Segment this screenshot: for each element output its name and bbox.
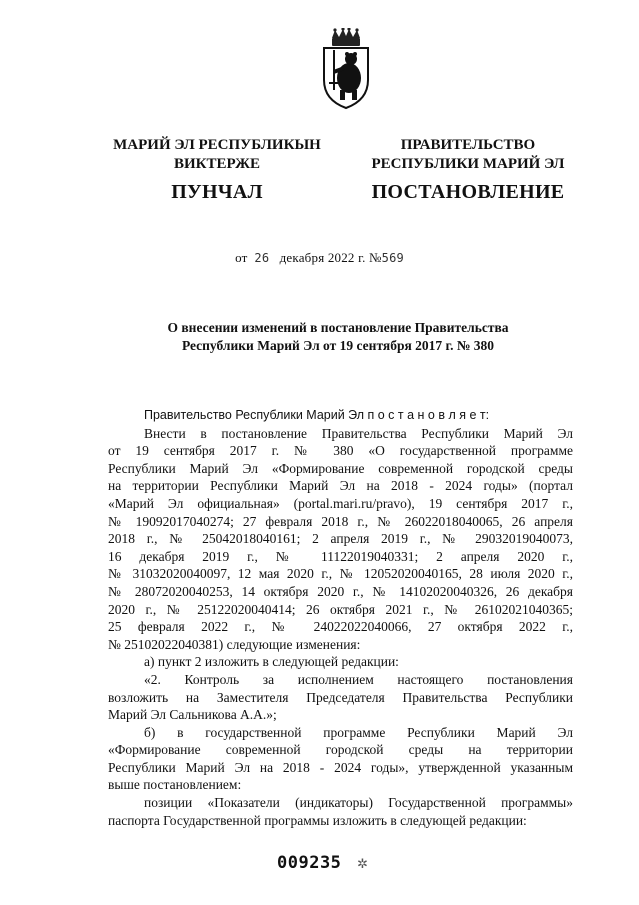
body-line: № 31032020040097, 12 мая 2020 г., № 12052020040165, 28 июля 2020 г., [108,566,573,582]
body-line: Внести в постановление Правительства Республики Марий Эл [144,425,573,441]
header-left-title: ПУНЧАЛ [171,181,263,203]
decree-body [108,407,573,829]
body-line: «Марий Эл официальная» (portal.mari.ru/pravo), 19 сентября 2017 г., [108,495,573,511]
header-left-line2: ВИКТЕРЖЕ [173,156,261,172]
body-line: позиции «Показатели (индикаторы) Государственной программы» [144,795,573,811]
header-right-line2: РЕСПУБЛИКИ МАРИЙ ЭЛ [371,156,565,172]
date-prefix: от [235,250,248,265]
body-line: а) пункт 2 изложить в следующей редакции: [144,654,399,670]
body-line: 2020 г., № 25122020040414; 26 октября 2021 г., № 26102021040365; [108,601,573,617]
decree-subject [100,319,576,355]
body-line: паспорта Государственной программы изложить в следующей редакции: [108,812,527,828]
body-line: выше постановлением: [108,777,242,793]
decree-date-line [0,250,639,266]
body-line: № 25102022040381) следующие изменения: [108,636,361,652]
body-line: Республики Марий Эл на 2018 - 2024 годы», утвержденной указанным [108,759,573,775]
serial-mark-icon: ✲ [357,856,368,871]
date-month-year: декабря 2022 г. № [279,250,382,265]
body-line: на территории Республики Марий Эл на 2018 - 2024 годы» (портал [108,478,573,494]
body-line: Марий Эл Сальникова А.А.»; [108,707,277,723]
body-line: «Формирование современной городской среды на территории [108,742,573,758]
body-line: 2018 г., № 25042018040161; 2 апреля 2019 г., № 29032019040073, [108,531,573,547]
body-line: 25 февраля 2022 г., № 24022022040066, 27 октября 2022 г., [108,619,573,635]
body-line: «2. Контроль за исполнением настоящего постановления [144,671,573,687]
header-right-line1: ПРАВИТЕЛЬСТВО [400,137,536,153]
body-line: б) в государственной программе Республики Марий Эл [144,724,573,740]
body-line: от 19 сентября 2017 г. № 380 «О государственной программе [108,443,573,459]
body-line: Правительство Республики Марий Эл п о с т а н о в л я е т: [144,408,490,422]
body-line: Республики Марий Эл «Формирование современной городской среды [108,460,573,476]
subject-line2: Республики Марий Эл от 19 сентября 2017 г. № 380 [181,338,495,353]
body-line: № 28072020040253, 14 октября 2020 г., № 14102020040326, 26 декабря [108,583,573,599]
decree-number: 569 [381,251,404,265]
header-right-title: ПОСТАНОВЛЕНИЕ [371,181,565,203]
coat-of-arms-emblem [318,28,374,110]
date-day: 26 [254,251,270,265]
crown-icon [332,28,360,46]
header-left [92,136,342,204]
body-line: 16 декабря 2019 г., № 11122019040331; 2 апреля 2020 г., [108,548,573,564]
header-right [358,136,578,204]
document-serial-number: 009235 [277,853,342,873]
header-left-line1: МАРИЙ ЭЛ РЕСПУБЛИКЫН [113,137,321,153]
body-line: возложить на Заместителя Председателя Правительства Республики [108,689,573,705]
subject-line1: О внесении изменений в постановление Правительства [167,320,509,335]
body-line: № 19092017040274; 27 февраля 2018 г., № 26022018040065, 26 апреля [108,513,573,529]
